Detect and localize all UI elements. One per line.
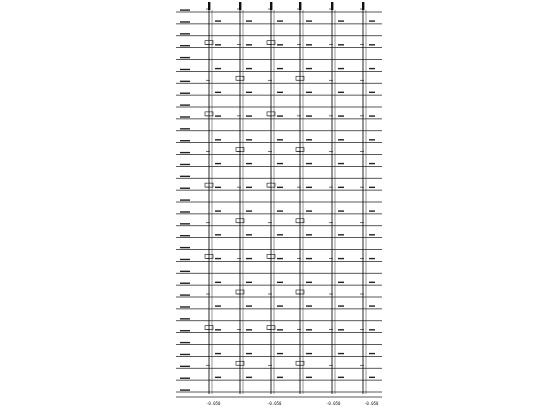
riser-5-annotation xyxy=(338,353,344,354)
riser-5-annotation xyxy=(338,305,344,306)
riser-3-annotation xyxy=(277,305,283,306)
riser-4-annotation xyxy=(306,68,312,69)
riser-3-annotation xyxy=(277,68,283,69)
riser-5-annotation xyxy=(338,210,344,211)
riser-5-annotation xyxy=(338,282,344,283)
riser-3-annotation xyxy=(277,115,283,116)
riser-5-annotation xyxy=(338,20,344,21)
riser-1-annotation xyxy=(215,68,221,69)
riser-1-annotation xyxy=(215,305,221,306)
riser-1-annotation xyxy=(215,44,221,45)
floor-level-mark xyxy=(180,235,190,236)
floor-level-mark xyxy=(180,81,190,82)
floor-level-mark xyxy=(180,152,190,153)
floor-level-mark xyxy=(180,93,190,94)
riser-2-annotation xyxy=(246,20,252,21)
riser-1-annotation xyxy=(215,210,221,211)
riser-2-annotation xyxy=(246,353,252,354)
riser-1-annotation xyxy=(215,20,221,21)
riser-6-annotation xyxy=(369,329,375,330)
riser-3-annotation xyxy=(277,92,283,93)
floor-level-mark xyxy=(180,389,190,390)
riser-4-annotation xyxy=(306,377,312,378)
floor-level-mark xyxy=(180,223,190,224)
riser-3-annotation xyxy=(277,329,283,330)
riser-5-annotation xyxy=(338,258,344,259)
riser-5-annotation xyxy=(338,68,344,69)
riser-1-annotation xyxy=(215,115,221,116)
floor-level-mark xyxy=(180,104,190,105)
bottom-label-1: -0.050 xyxy=(206,401,221,406)
riser-2-annotation xyxy=(246,305,252,306)
floor-level-mark xyxy=(180,128,190,129)
riser-2-annotation xyxy=(246,163,252,164)
riser-6-annotation xyxy=(369,234,375,235)
riser-6-annotation xyxy=(369,68,375,69)
floor-level-mark xyxy=(180,354,190,355)
riser-5-annotation xyxy=(338,234,344,235)
riser-1-annotation xyxy=(215,92,221,93)
riser-2-annotation xyxy=(246,44,252,45)
floor-level-mark xyxy=(180,211,190,212)
floor-level-mark xyxy=(180,116,190,117)
riser-5-annotation xyxy=(338,115,344,116)
riser-5-annotation xyxy=(338,92,344,93)
floor-level-mark xyxy=(180,330,190,331)
riser-1-annotation xyxy=(215,282,221,283)
riser-1-annotation xyxy=(215,139,221,140)
riser-4-annotation xyxy=(306,44,312,45)
riser-3-annotation xyxy=(277,377,283,378)
floor-level-mark xyxy=(180,342,190,343)
floor-level-mark xyxy=(180,69,190,70)
riser-2-annotation xyxy=(246,92,252,93)
bottom-label-4: -0.050 xyxy=(364,401,379,406)
riser-6-annotation xyxy=(369,282,375,283)
floor-level-mark xyxy=(180,45,190,46)
riser-6-annotation xyxy=(369,44,375,45)
riser-1-annotation xyxy=(215,329,221,330)
riser-2-annotation xyxy=(246,68,252,69)
floor-level-mark xyxy=(180,247,190,248)
riser-4-annotation xyxy=(306,210,312,211)
riser-4-annotation xyxy=(306,353,312,354)
floor-level-mark xyxy=(180,9,190,10)
riser-6-annotation xyxy=(369,163,375,164)
riser-2-annotation xyxy=(246,258,252,259)
riser-1-annotation xyxy=(215,258,221,259)
riser-3-annotation xyxy=(277,234,283,235)
riser-4-annotation xyxy=(306,282,312,283)
riser-3-annotation xyxy=(277,282,283,283)
riser-5-annotation xyxy=(338,187,344,188)
riser-4-annotation xyxy=(306,234,312,235)
riser-3-annotation xyxy=(277,353,283,354)
riser-6-annotation xyxy=(369,92,375,93)
riser-4-annotation xyxy=(306,92,312,93)
riser-3-annotation xyxy=(277,163,283,164)
riser-6-annotation xyxy=(369,210,375,211)
floor-level-mark xyxy=(180,176,190,177)
floor-level-mark xyxy=(180,199,190,200)
riser-3-annotation xyxy=(277,210,283,211)
floor-level-mark xyxy=(180,306,190,307)
riser-5-annotation xyxy=(338,163,344,164)
riser-4-annotation xyxy=(306,139,312,140)
floor-level-mark xyxy=(180,140,190,141)
riser-6-annotation xyxy=(369,187,375,188)
riser-5-annotation xyxy=(338,329,344,330)
riser-3-annotation xyxy=(277,139,283,140)
floor-level-mark xyxy=(180,378,190,379)
floor-level-mark xyxy=(180,366,190,367)
riser-5-annotation xyxy=(338,139,344,140)
riser-1-annotation xyxy=(215,163,221,164)
riser-3-annotation xyxy=(277,44,283,45)
riser-2-annotation xyxy=(246,377,252,378)
riser-3-annotation xyxy=(277,258,283,259)
riser-5-annotation xyxy=(338,377,344,378)
riser-1-annotation xyxy=(215,353,221,354)
riser-6-annotation xyxy=(369,139,375,140)
floor-level-mark xyxy=(180,271,190,272)
riser-2-annotation xyxy=(246,139,252,140)
riser-2-annotation xyxy=(246,234,252,235)
riser-1-annotation xyxy=(215,377,221,378)
floor-level-mark xyxy=(180,57,190,58)
riser-3-annotation xyxy=(277,187,283,188)
riser-4-annotation xyxy=(306,20,312,21)
riser-6-annotation xyxy=(369,115,375,116)
floor-level-mark xyxy=(180,21,190,22)
floor-level-mark xyxy=(180,259,190,260)
riser-4-annotation xyxy=(306,187,312,188)
riser-1-annotation xyxy=(215,234,221,235)
floor-level-mark xyxy=(180,188,190,189)
riser-3-annotation xyxy=(277,20,283,21)
riser-6-annotation xyxy=(369,377,375,378)
riser-4-annotation xyxy=(306,258,312,259)
riser-2-annotation xyxy=(246,115,252,116)
riser-2-annotation xyxy=(246,282,252,283)
riser-6-annotation xyxy=(369,20,375,21)
riser-6-annotation xyxy=(369,305,375,306)
riser-5-annotation xyxy=(338,44,344,45)
riser-4-annotation xyxy=(306,329,312,330)
riser-4-annotation xyxy=(306,115,312,116)
riser-4-annotation xyxy=(306,305,312,306)
floor-level-mark xyxy=(180,33,190,34)
riser-2-annotation xyxy=(246,210,252,211)
riser-2-annotation xyxy=(246,329,252,330)
riser-6-annotation xyxy=(369,353,375,354)
floor-level-mark xyxy=(180,318,190,319)
floor-level-mark xyxy=(180,164,190,165)
bottom-label-3: -0.050 xyxy=(326,401,341,406)
floor-level-mark xyxy=(180,294,190,295)
floor-level-mark xyxy=(180,283,190,284)
bottom-label-2: -0.050 xyxy=(267,401,282,406)
riser-4-annotation xyxy=(306,163,312,164)
riser-6-annotation xyxy=(369,258,375,259)
riser-1-annotation xyxy=(215,187,221,188)
riser-2-annotation xyxy=(246,187,252,188)
